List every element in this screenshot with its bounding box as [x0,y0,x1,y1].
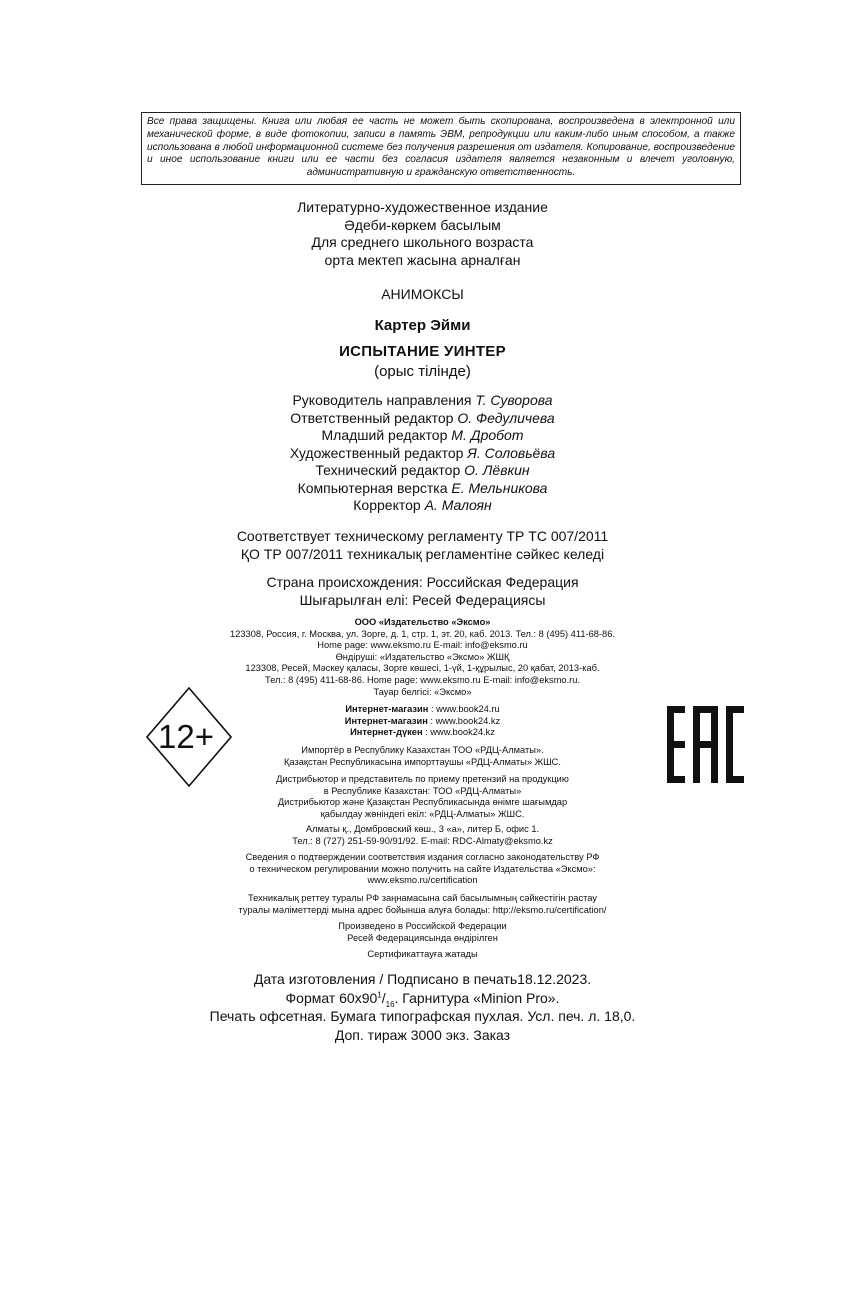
publisher-name: ООО «Издательство «Эксмо» [354,617,491,627]
credit-line [0,462,845,480]
made-in-block [0,921,845,944]
conformity-line: www.eksmo.ru/certification [367,875,478,886]
address-line: Тел.: 8 (727) 251-59-90/91/92. E-mail: RDC-Almaty@eksmo.kz [292,835,553,846]
credit-line [0,480,845,498]
address-line: Алматы қ., Домбровский көш., 3 «а», литер Б, офис 1. [305,824,540,834]
regulation-block [0,528,845,563]
made-in-line: Произведено в Российской Федерации [338,921,507,931]
credit-role: Ответственный редактор [290,409,454,426]
series-name: АНИМОКСЫ [381,286,464,302]
format-prefix: Формат 60x90 [285,989,378,1006]
language-note: (орыс тілінде) [374,363,471,380]
print-paper: Печать офсетная. Бумага типографская пухлая. Усл. печ. л. 18,0. [209,1008,636,1024]
print-run: Доп. тираж 3000 экз. Заказ [334,1026,511,1043]
credit-role: Художественный редактор [289,444,464,461]
credit-person: О. Лёвкин [464,462,530,478]
importer-line: Қазақстан Республикасына импорттаушы «РДЦ-Алматы» ЖШС. [284,756,561,767]
credit-person: Е. Мельникова [451,479,548,496]
conformity-kz-line: Техникалық реттеу туралы РФ заңнамасына сай басылымның сәйкестігін растау [248,893,597,903]
age-rating-text: 12+ [158,718,214,755]
regulation-line: ҚО ТР 007/2011 техникалық регламентіне сәйкес келеді [240,545,605,562]
eac-mark-icon [667,706,744,783]
conformity-block [0,852,845,887]
distributor-line: қабылдау жөніндегі екіл: «РДЦ-Алматы» ЖШС. [320,808,525,819]
credit-role: Руководитель направления [292,392,472,408]
credit-line [0,410,845,428]
format-numerator: 1 [377,989,382,999]
credit-person: А. Малоян [424,497,492,513]
origin-block [0,574,845,609]
publisher-kz-maker: Өндіруші: «Издательство «Эксмо» ЖШҚ [335,651,510,662]
conformity-line: о техническом регулировании можно получить на сайте Издательства «Эксмо»: [249,863,596,874]
distributor-line: в Республике Казахстан: ТОО «РДЦ-Алматы» [323,785,522,796]
made-in-line: Ресей Федерациясында өндірілген [347,932,498,943]
shop-label: Интернет-магазин [345,704,429,714]
age-rating-badge [146,687,232,787]
credit-role: Корректор [353,497,421,513]
genre-block [0,199,845,269]
regulation-line: Соответствует техническому регламенту ТР ТС 007/2011 [236,528,609,544]
format-denominator: 16 [385,999,395,1009]
publisher-web: Home page: www.eksmo.ru E-mail: info@eksmo.ru [317,640,528,651]
certification-line: Сертификаттауға жатады [367,949,478,959]
credit-role: Компьютерная верстка [297,479,448,496]
publisher-kz-address: 123308, Ресей, Мәскеу қаласы, Зорге көшесі, 1-үй, 1-құрылыс, 20 қабат, 2013-каб. [245,663,600,674]
credit-line [0,497,845,515]
address-block [0,824,845,847]
shop-url[interactable]: : www.book24.ru [428,704,500,714]
genre-line: Әдеби-көркем басылым [344,216,501,233]
credit-person: Я. Соловьёва [467,444,556,461]
shop-url[interactable]: : www.book24.kz [427,715,501,726]
format-suffix: . Гарнитура «Minion Pro». [394,989,560,1006]
print-date: Дата изготовления / Подписано в печать18.12.2023. [253,971,592,987]
credit-person: М. Дробот [451,427,524,443]
genre-line: орта мектеп жасына арналған [324,251,521,268]
book-title: ИСПЫТАНИЕ УИНТЕР [339,343,506,360]
publisher-trademark: Тауар белгісі: «Эксмо» [373,686,472,697]
credit-line [0,392,845,410]
conformity-kz-block [0,893,845,916]
origin-line: Страна происхождения: Российская Федерация [266,574,579,590]
credit-person: Т. Суворова [475,392,553,408]
rights-notice: Все права защищены. Книга или любая ее часть не может быть скопирована, воспроизведена в электронной или механической форме, в виде фотокопии, записи в память ЭВМ, репродукции или каким-либо иным способом, а также использована в любой информационной системе без получения разрешения от издателя. Копирование, воспроизведение и иное использование книги или ее части без согласия издателя является незаконным и влечет уголовную, административную и гражданскую ответственность. [141,112,741,185]
importer-line: Импортёр в Республику Казахстан ТОО «РДЦ-Алматы». [301,745,544,755]
credits-block [0,392,845,515]
shop-label: Интернет-дүкен [350,727,423,738]
distributor-line: Дистрибьютор и представитель по приему претензий на продукцию [276,774,569,784]
genre-line: Литературно-художественное издание [297,199,548,215]
credit-role: Младший редактор [321,427,448,443]
publisher-block [0,617,845,698]
shop-label: Интернет-магазин [344,715,428,726]
distributor-line: Дистрибьютор және Қазақстан Республикасында өнімге шағымдар [277,797,568,808]
genre-line: Для среднего школьного возраста [311,234,534,250]
print-info-block [0,970,845,1044]
conformity-kz-line: туралы мәліметтерді мына адрес бойынша алуға болады: http://eksmo.ru/certification/ [238,904,607,915]
print-format: Формат $60x90^1/_{16}$. Гарнитура «Minion Pro». [285,989,560,1009]
publisher-address: 123308, Россия, г. Москва, ул. Зорге, д. 1, стр. 1, эт. 20, каб. 2013. Тел.: 8 (495) 411-68-86. [230,628,615,639]
shop-url[interactable]: : www.book24.kz [422,727,495,738]
credit-person: О. Федуличева [457,409,555,426]
origin-line: Шығарылған елі: Ресей Федерациясы [299,591,546,608]
credit-line [0,445,845,463]
conformity-line: Сведения о подтверждении соответствия издания согласно законодательству РФ [245,852,600,862]
credit-role: Технический редактор [315,462,461,478]
author-name: Картер Эйми [374,317,471,334]
publisher-kz-contacts: Тел.: 8 (495) 411-68-86. Home page: www.eksmo.ru E-mail: info@eksmo.ru. [264,674,581,685]
credit-line [0,427,845,445]
